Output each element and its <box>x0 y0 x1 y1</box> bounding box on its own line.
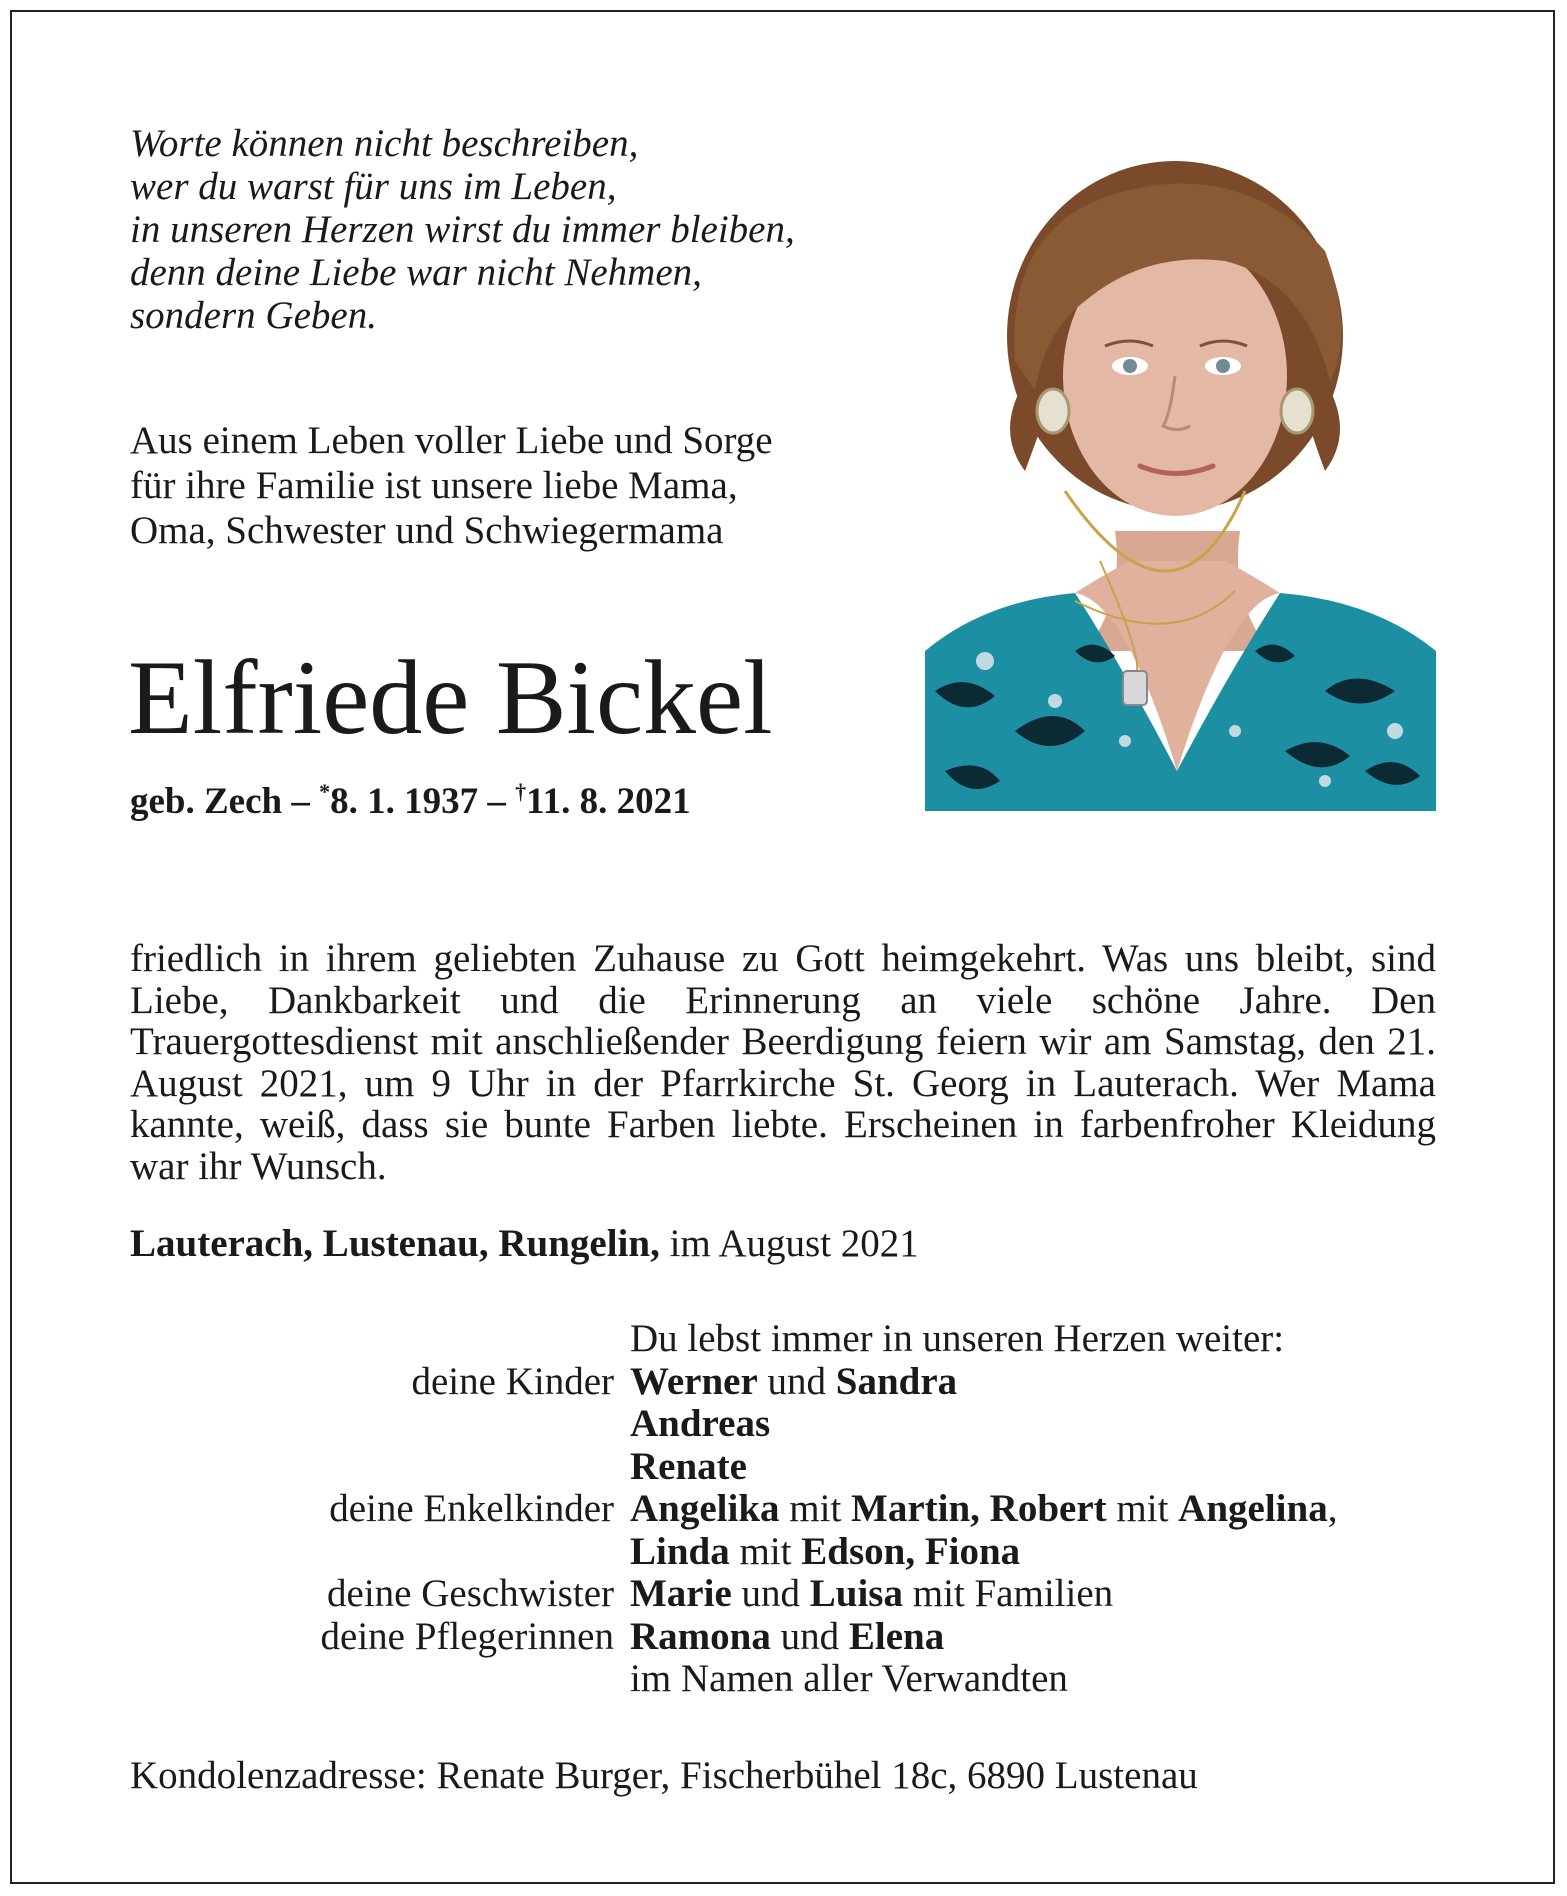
sibling-name: Luisa <box>809 1572 903 1615</box>
children-row <box>130 1403 1450 1446</box>
intro-line: für ihre Familie ist unsere liebe Mama, <box>130 464 738 507</box>
separator: – <box>487 781 506 822</box>
caregivers-label: deine Pflegerinnen <box>320 1614 614 1658</box>
intro-line: Oma, Schwester und Schwiegermama <box>130 509 724 552</box>
birth-symbol: * <box>319 779 331 804</box>
siblings-row <box>130 1573 1450 1616</box>
grandchild-name: Martin, Robert <box>851 1487 1107 1530</box>
family-list <box>130 1318 1450 1701</box>
connector: mit <box>1116 1487 1169 1530</box>
closing-row <box>130 1658 1450 1701</box>
poem-line: sondern Geben. <box>130 294 377 337</box>
child-name: Andreas <box>630 1402 771 1445</box>
siblings-label: deine Geschwister <box>327 1572 614 1615</box>
grandchild-name: Angelina <box>1178 1487 1328 1530</box>
child-name: Renate <box>630 1444 747 1488</box>
connector: und <box>741 1572 801 1615</box>
connector: und <box>767 1359 827 1403</box>
month-date: im August 2021 <box>669 1222 919 1265</box>
grandchildren-row <box>130 1488 1450 1531</box>
caregivers-row <box>130 1616 1450 1659</box>
caregiver-name: Elena <box>848 1614 945 1658</box>
portrait-illustration <box>925 131 1436 811</box>
sibling-suffix: mit Familien <box>912 1572 1114 1615</box>
comma: , <box>1327 1487 1338 1530</box>
intro-text <box>130 418 910 553</box>
child-name: Sandra <box>835 1359 958 1403</box>
intro-line: Aus einem Leben voller Liebe und Sorge <box>130 419 773 462</box>
death-date: 11. 8. 2021 <box>526 781 691 822</box>
connector: mit <box>789 1487 842 1530</box>
children-row <box>130 1361 1450 1404</box>
caregiver-name: Ramona <box>630 1614 771 1658</box>
children-row <box>130 1446 1450 1489</box>
closing-line: im Namen aller Verwandten <box>630 1657 1068 1700</box>
grandchildren-label: deine Enkelkinder <box>329 1487 614 1530</box>
poem-line: wer du warst für uns im Leben, <box>130 165 617 208</box>
birth-date: 8. 1. 1937 <box>330 781 479 822</box>
birth-name: geb. Zech <box>130 781 283 822</box>
children-label: deine Kinder <box>411 1359 614 1403</box>
sibling-name: Marie <box>630 1572 732 1615</box>
connector: mit <box>739 1529 792 1573</box>
child-name: Werner <box>630 1359 758 1403</box>
grandchild-name: Edson, Fiona <box>801 1529 1021 1573</box>
grandchild-name: Angelika <box>630 1487 780 1530</box>
place-and-date <box>130 1222 1230 1266</box>
family-heading: Du lebst immer in unseren Herzen weiter: <box>630 1317 1285 1360</box>
portrait-photo <box>925 131 1436 811</box>
poem-line: in unseren Herzen wirst du immer bleiben, <box>130 208 795 251</box>
life-dates <box>130 769 890 825</box>
poem-line: Worte können nicht beschreiben, <box>130 122 639 165</box>
poem <box>130 122 910 337</box>
locations: Lauterach, Lustenau, Rungelin, <box>130 1222 660 1265</box>
grandchildren-row <box>130 1531 1450 1574</box>
deceased-name: Elfriede Bickel <box>128 639 773 756</box>
condolence-address: Kondolenzadresse: Renate Burger, Fischerbühel 18c, 6890 Lustenau <box>130 1754 1198 1797</box>
grandchild-name: Linda <box>630 1529 730 1573</box>
announcement-text: friedlich in ihrem geliebten Zuhause zu Gott heimgekehrt. Was uns bleibt, sind Liebe, Dankbarkeit und die Erinnerung an viele schöne Jahre. Den Trauergottesdienst mit anschließender Beerdigung feiern wir am Samstag, den 21. August 2021, um 9 Uhr in der Pfarrkirche St. Georg in Lauterach. Wer Mama kannte, weiß, dass sie bunte Farben liebte. Erscheinen in farbenfroher Kleidung war ihr Wunsch. <box>130 937 1436 1188</box>
family-heading-row <box>130 1318 1450 1361</box>
separator: – <box>291 781 310 822</box>
death-symbol: † <box>515 779 527 804</box>
poem-line: denn deine Liebe war nicht Nehmen, <box>130 251 702 294</box>
connector: und <box>780 1614 840 1658</box>
